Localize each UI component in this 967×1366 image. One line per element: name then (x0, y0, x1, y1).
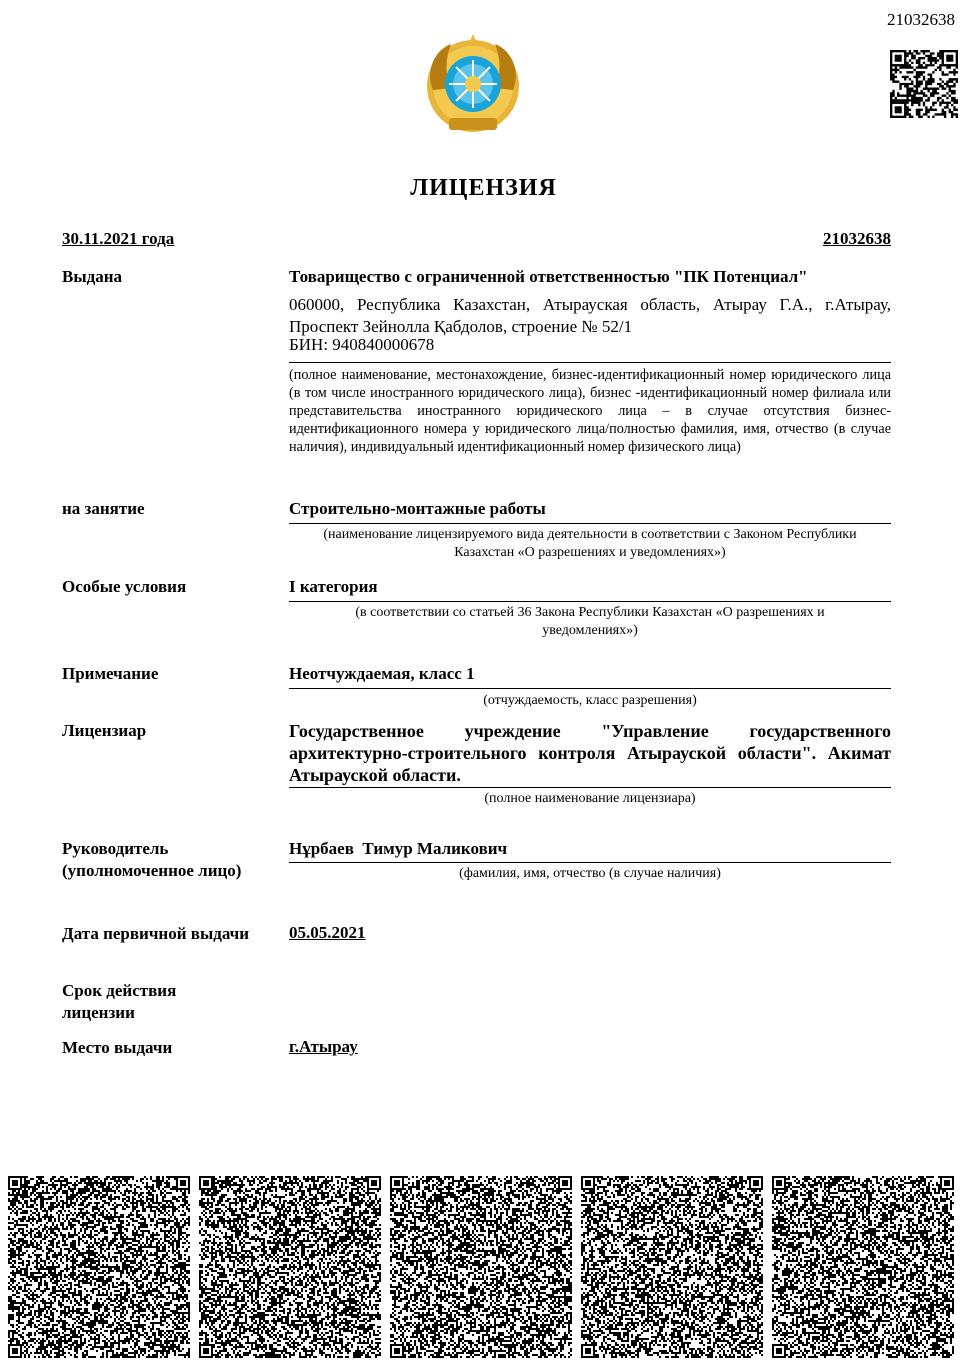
place-label: Место выдачи (62, 1038, 173, 1057)
license-number: 21032638 (823, 229, 891, 248)
license-date: 30.11.2021 года (62, 229, 175, 248)
qr-code-icon (8, 1176, 190, 1358)
licensor-value: Государственное учреждение "Управление государственного архитектурно-строительного контроля Атырауской области". Акимат Атырауской области. (289, 721, 891, 785)
document-title: ЛИЦЕНЗИЯ (410, 175, 557, 201)
activity-hint: (наименование лицензируемого вида деятельности в соответствии с Законом Республики Казахстан «О разрешениях и уведомлениях») (323, 527, 857, 560)
licensor-label: Лицензиар (62, 721, 147, 740)
licensor-hint: (полное наименование лицензиара) (484, 791, 696, 806)
special-conditions-hint: (в соответствии со статьей 36 Закона Республики Казахстан «О разрешениях и уведомлениях») (355, 605, 825, 638)
activity-value: Строительно-монтажные работы (289, 499, 546, 518)
special-conditions-value: I категория (289, 577, 378, 596)
state-emblem-icon (419, 30, 527, 138)
divider (289, 362, 891, 363)
divider (289, 688, 891, 689)
issued-to-bin: БИН: 940840000678 (289, 335, 435, 354)
note-value: Неотчуждаемая, класс 1 (289, 664, 475, 683)
validity-label: Срок действия лицензии (62, 981, 177, 1022)
note-label: Примечание (62, 664, 159, 683)
issued-to-name: Товарищество с ограниченной ответственностью "ПК Потенциал" (289, 267, 808, 286)
document-number-top: 21032638 (887, 10, 955, 29)
issued-to-hint: (полное наименование, местонахождение, бизнес-идентификационный номер юридического лица (в том числе иностранного юридического лица), бизнес -идентификационный номер филиала или представительства иностранного юридического лица – в случае отсутствия бизнес-идентификационного номера у юридического лица/полностью фамилия, имя, отчество (в случае наличия), индивидуальный идентификационный номер физического лица) (289, 367, 891, 455)
qr-code-icon (390, 1176, 572, 1358)
qr-code-icon (772, 1176, 954, 1358)
note-hint: (отчуждаемость, класс разрешения) (483, 693, 697, 708)
issued-to-label: Выдана (62, 267, 123, 286)
issued-to-address: 060000, Республика Казахстан, Атырауская область, Атырау Г.А., г.Атырау, Проспект Зейнолла Қабдолов, строение № 52/1 (289, 295, 891, 336)
first-issue-label: Дата первичной выдачи (62, 924, 250, 943)
head-label: Руководитель (уполномоченное лицо) (62, 839, 242, 880)
divider (289, 523, 891, 524)
divider (289, 862, 891, 863)
qr-code-icon (199, 1176, 381, 1358)
place-value: г.Атырау (289, 1037, 358, 1056)
qr-code-icon (890, 50, 958, 118)
divider (289, 601, 891, 602)
head-hint: (фамилия, имя, отчество (в случае наличия) (459, 866, 721, 881)
first-issue-value: 05.05.2021 (289, 923, 366, 942)
special-conditions-label: Особые условия (62, 577, 187, 596)
head-value: Нұрбаев Тимур Маликович (289, 839, 508, 858)
activity-label: на занятие (62, 499, 145, 518)
qr-code-icon (581, 1176, 763, 1358)
divider (289, 787, 891, 788)
